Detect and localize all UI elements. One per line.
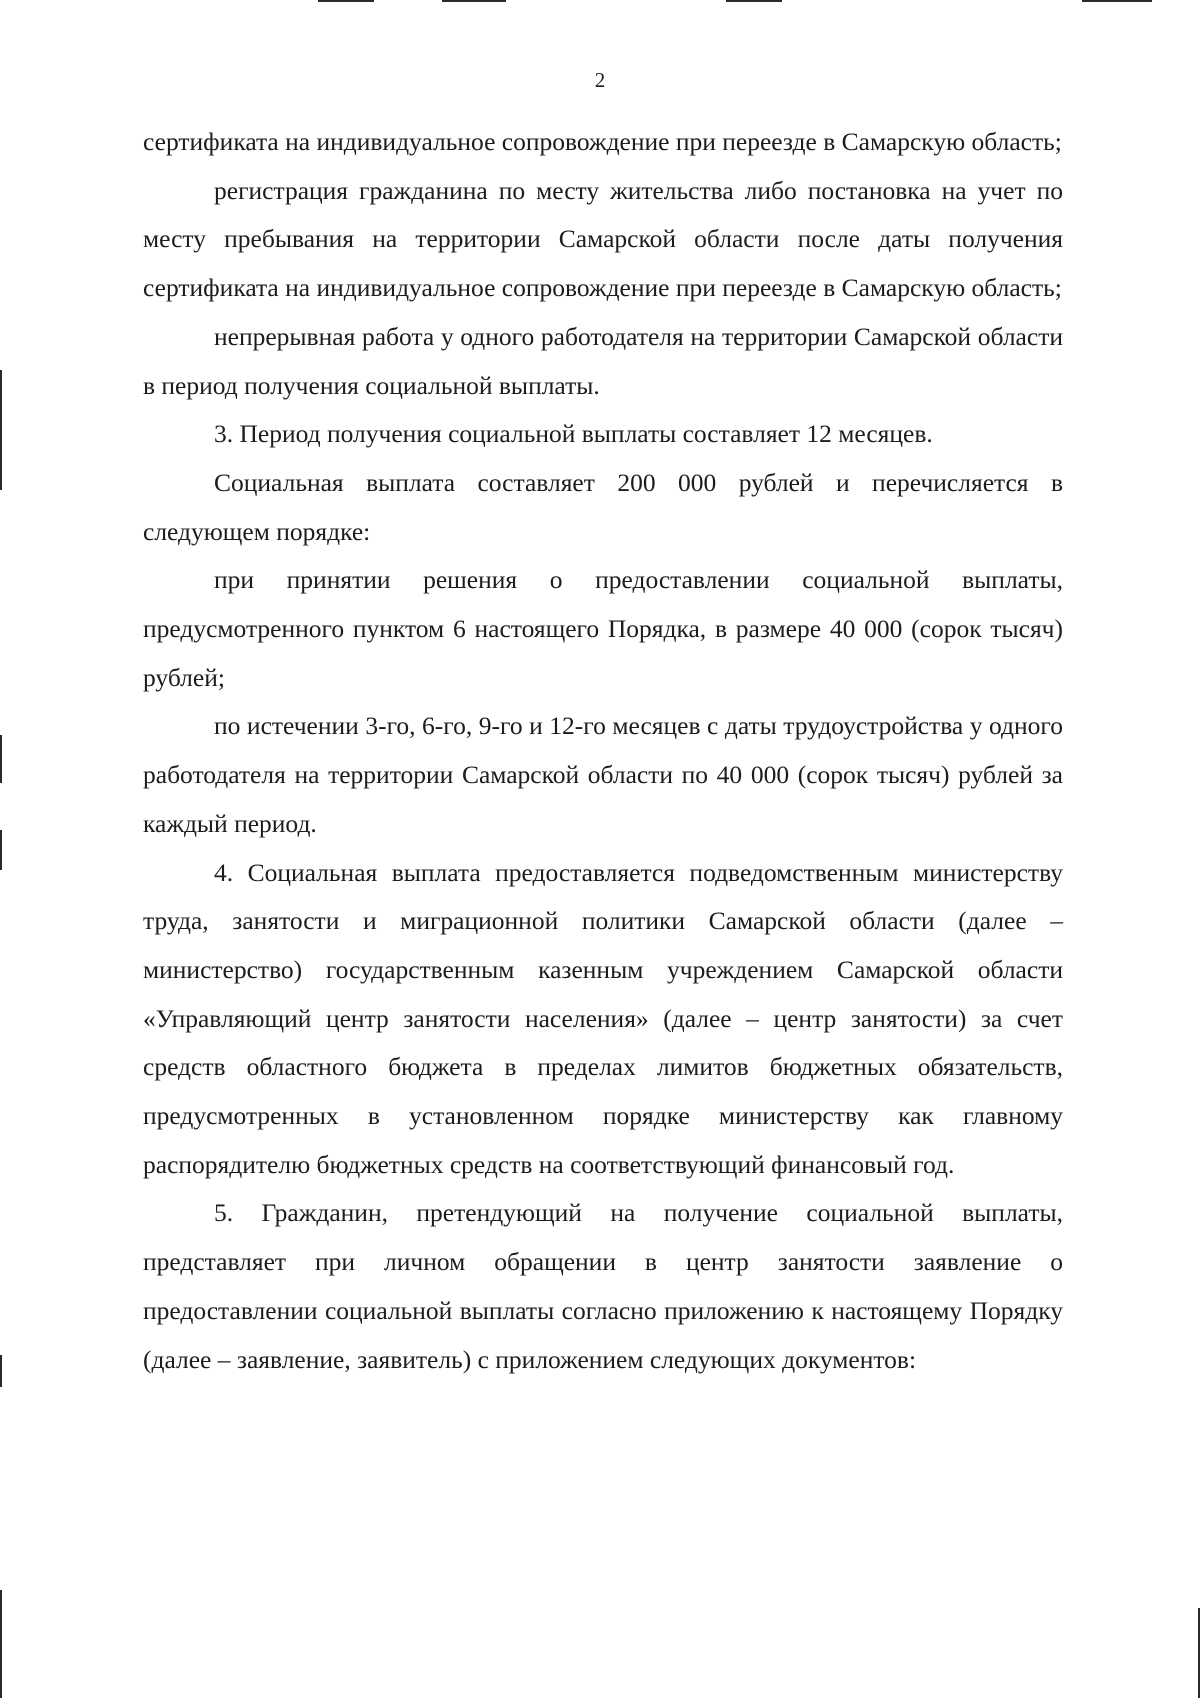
paragraph: 5. Гражданин, претендующий на получение социальной выплаты, представляет при личном обращении в центр занятости заявление о предоставлении социальной выплаты согласно приложению к настоящему Порядку (далее – заявление, заявитель) с приложением следующих документов:	[143, 1198, 1063, 1374]
scan-artifact	[0, 830, 2, 870]
page-number: 2	[594, 68, 606, 92]
paragraph: непрерывная работа у одного работодателя на территории Самарской области в период получения социальной выплаты.	[143, 321, 1063, 400]
paragraph: по истечении 3-го, 6-го, 9-го и 12-го месяцев с даты трудоустройства у одного работодателя на территории Самарской области по 40 000 (сорок тысяч) рублей за каждый период.	[143, 711, 1063, 838]
paragraph: 4. Социальная выплата предоставляется подведомственным министерству труда, занятости и миграционной политики Самарской области (далее – министерство) государственным казенным учреждением Самарской области «Управляющий центр занятости населения» (далее – центр занятости) за счет средств областного бюджета в пределах лимитов бюджетных обязательств, предусмотренных в установленном порядке министерству как главному распорядителю бюджетных средств на соответствующий финансовый год.	[143, 857, 1063, 1179]
scan-artifact	[318, 0, 374, 2]
scan-artifact	[726, 0, 782, 2]
scan-artifact	[442, 0, 506, 2]
paragraph: 3. Период получения социальной выплаты составляет 12 месяцев.	[214, 419, 933, 449]
paragraph: при принятии решения о предоставлении социальной выплаты, предусмотренного пунктом 6 настоящего Порядка, в размере 40 000 (сорок тысяч) рублей;	[143, 565, 1063, 692]
scan-artifact	[0, 735, 2, 783]
scan-artifact	[0, 1355, 2, 1387]
document-body	[143, 118, 1063, 1384]
paragraph: регистрация гражданина по месту жительства либо постановка на учет по месту пребывания на территории Самарской области после даты получения сертификата на индивидуальное сопровождение при переезде в Самарскую область;	[143, 175, 1063, 303]
scan-artifact	[0, 1590, 2, 1698]
paragraph: Социальная выплата составляет 200 000 рублей и перечисляется в следующем порядке:	[143, 467, 1063, 546]
paragraph: сертификата на индивидуальное сопровождение при переезде в Самарскую область;	[143, 127, 1062, 156]
scan-artifact	[1082, 0, 1152, 2]
scan-artifact	[0, 370, 2, 490]
